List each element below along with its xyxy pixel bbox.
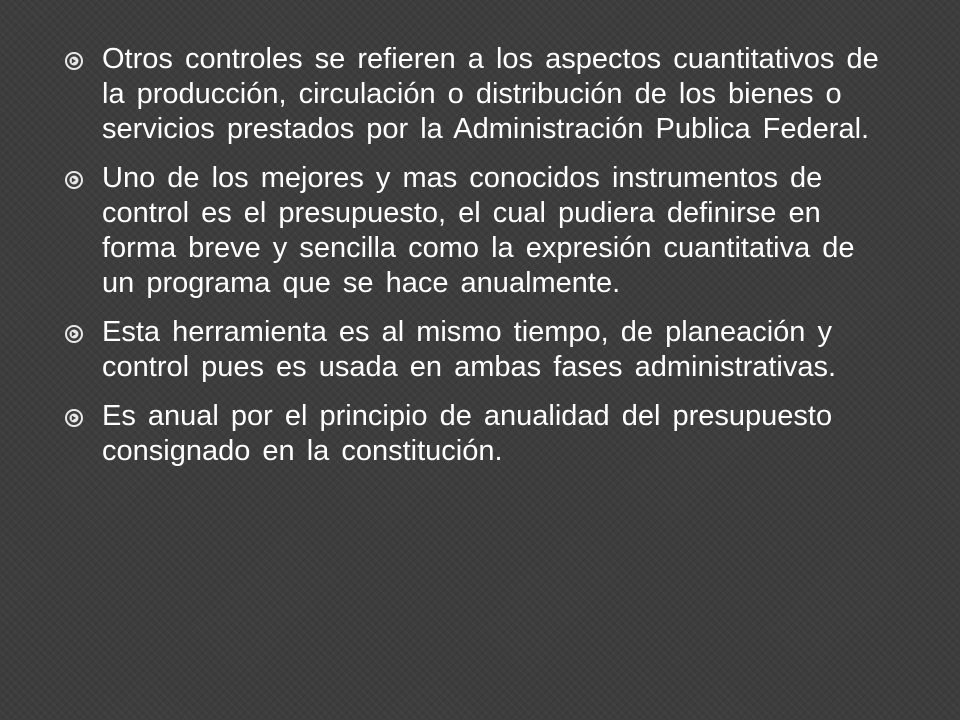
bullet-item (64, 161, 884, 301)
bullet-item (64, 315, 884, 385)
bullet-text: Otros controles se refieren a los aspectos cuantitativos de la producción, circulación o distribución de los bienes o servicios prestados por la Administración Publica Federal. (102, 43, 879, 145)
circled-target-icon (64, 42, 102, 71)
bullet-text: Uno de los mejores y mas conocidos instrumentos de control es el presupuesto, el cual pudiera definirse en forma breve y sencilla como la expresión cuantitativa de un programa que se hace anualmente. (102, 162, 855, 299)
circled-target-icon (64, 161, 102, 190)
bullet-text: Es anual por el principio de anualidad del presupuesto consignado en la constitución. (102, 400, 833, 467)
circled-target-icon (64, 399, 102, 428)
bullet-text: Esta herramienta es al mismo tiempo, de planeación y control pues es usada en ambas fases administrativas. (102, 316, 837, 383)
bullet-list (64, 42, 884, 483)
circled-target-icon (64, 315, 102, 344)
bullet-item (64, 42, 884, 147)
bullet-item (64, 399, 884, 469)
